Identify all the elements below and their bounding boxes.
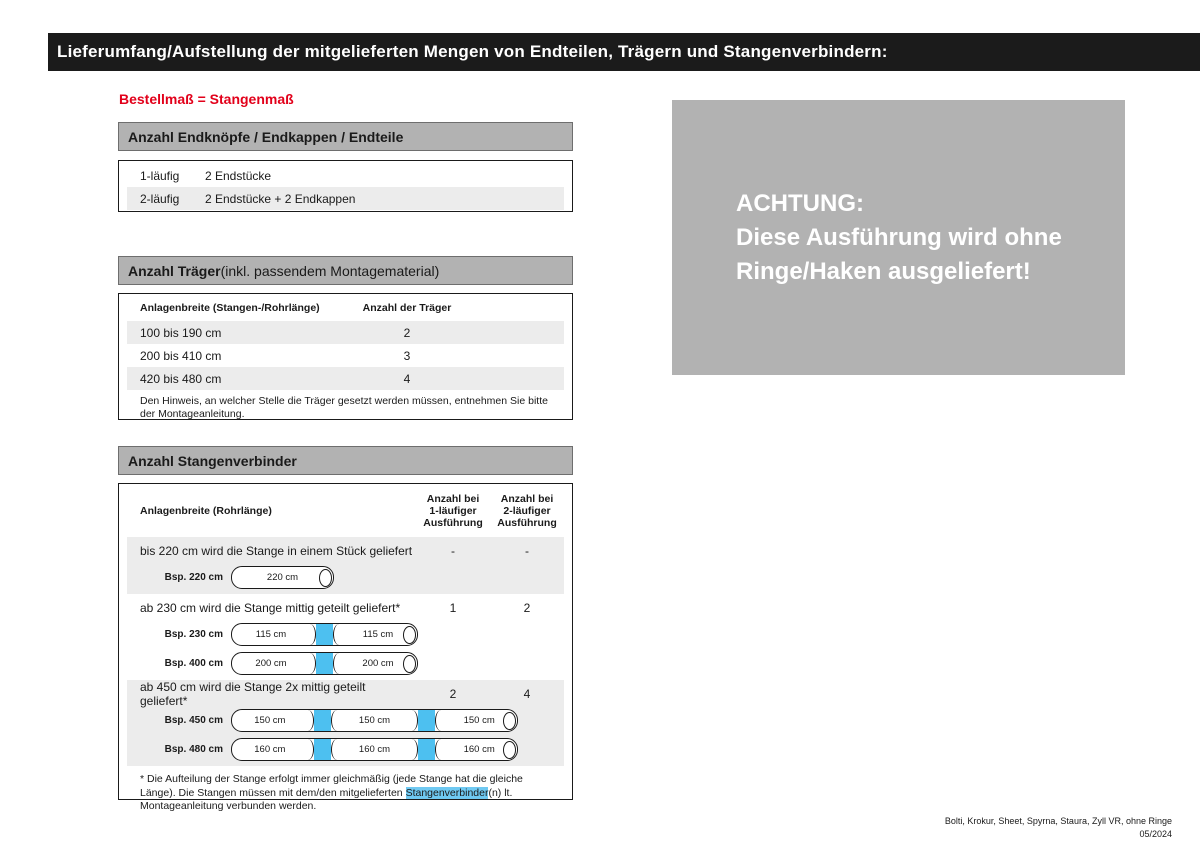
connector-block [418,739,435,760]
connector-block [418,710,435,731]
footer-date: 05/2024 [1139,829,1172,839]
group-heading-row [127,596,564,620]
rod-connector [310,624,339,645]
rod-example [127,649,564,678]
row-label: 1-läufig [140,168,180,183]
row-count: 4 [403,371,411,386]
column-header-2-laeufig: Anzahl bei 2-läufiger Ausführung [497,492,557,529]
row-range: 200 bis 410 cm [140,348,222,363]
example-label: Bsp. 480 cm [164,744,223,755]
footer-product-list: Bolti, Krokur, Sheet, Spyrna, Staura, Zyll VR, ohne Ringe [944,816,1172,826]
attention-line-1: ACHTUNG: [736,189,864,217]
rod-endcap-ellipse [403,655,416,673]
section-title: Anzahl Träger [128,262,221,279]
segment-length: 115 cm [362,628,394,640]
column-header-1-laeufig: Anzahl bei 1-läufiger Ausführung [423,492,483,529]
group-text: ab 230 cm wird die Stange mittig geteilt geliefert* [140,601,401,615]
attention-line-3: Ringe/Haken ausgeliefert! [736,257,1031,285]
rod-example [127,706,564,735]
example-label: Bsp. 220 cm [164,572,223,583]
row-value: 2 Endstücke + 2 Endkappen [205,191,356,206]
page-footer [945,815,1172,841]
section-header-traeger [118,256,573,285]
segment-length: 160 cm [254,743,286,755]
connector-block [314,739,331,760]
row-range: 100 bis 190 cm [140,325,222,340]
rod-example [127,620,564,649]
rod-group-bis-220 [127,537,564,594]
rod-example [127,735,564,764]
rod-endcap-ellipse [403,626,416,644]
section-title: Anzahl Stangenverbinder [128,452,297,469]
segment-length: 115 cm [255,628,287,640]
row-range: 420 bis 480 cm [140,371,222,386]
section-header-stangenverbinder [118,446,573,475]
segment-length: 220 cm [266,571,299,583]
rod-segment [232,710,308,731]
rod-segment [232,624,310,645]
section-title: Anzahl Endknöpfe / Endkappen / Endteile [128,128,404,145]
count-1-laeufig: - [451,544,455,558]
connector-block [316,624,333,645]
rod-endcap-ellipse [503,712,516,730]
table-row [127,367,564,390]
rod-connector [308,739,337,760]
column-header-anlagenbreite: Anlagenbreite (Stangen-/Rohrlänge) [140,301,320,314]
column-header-anlagenbreite: Anlagenbreite (Rohrlänge) [140,504,272,517]
group-text: bis 220 cm wird die Stange in einem Stück geliefert [140,544,413,558]
count-1-laeufig: 1 [449,601,457,615]
rod-diagram [231,623,418,646]
connector-block [314,710,331,731]
row-label: 2-läufig [140,191,180,206]
count-2-laeufig: 4 [523,687,531,701]
count-1-laeufig: 2 [449,687,457,701]
group-heading-row [127,539,564,563]
attention-text [672,187,1062,289]
group-text: ab 450 cm wird die Stange 2x mittig geteilt geliefert* [140,680,366,708]
row-count: 3 [403,348,411,363]
traeger-table [118,293,573,420]
table-row [127,187,564,210]
table-column-headers [127,484,564,537]
footnote [127,766,564,814]
connector-block [316,653,333,674]
segment-length: 150 cm [254,714,286,726]
rod-endcap-ellipse [503,741,516,759]
rod-connector [310,653,339,674]
segment-length: 200 cm [362,657,394,669]
rod-diagram [231,709,518,732]
rod-group-ab-450 [127,680,564,766]
example-label: Bsp. 400 cm [164,658,223,669]
segment-length: 160 cm [463,743,495,755]
rod-segment [232,567,333,588]
endteile-table [118,160,573,212]
rod-connector [412,710,441,731]
section-title-suffix: (inkl. passendem Montagematerial) [220,262,440,279]
stangenverbinder-table [118,483,573,812]
table-row [127,321,564,344]
page-header-bar [48,33,1200,71]
rod-segment [337,739,413,760]
rod-segment [232,739,308,760]
segment-length: 150 cm [358,714,391,726]
segment-length: 160 cm [358,743,391,755]
row-value: 2 Endstücke [205,168,272,183]
segment-length: 150 cm [463,714,495,726]
count-2-laeufig: - [525,544,529,558]
rod-diagram [231,566,334,589]
rod-group-ab-230 [127,594,564,680]
table-row [127,344,564,367]
example-label: Bsp. 230 cm [164,629,223,640]
footnote-text: (n) lt. Montageanleitung verbunden werden. [140,786,513,812]
column-header-anzahl-traeger: Anzahl der Träger [362,301,452,314]
example-label: Bsp. 450 cm [164,715,223,726]
rod-connector [412,739,441,760]
rod-endcap-ellipse [319,569,332,587]
rod-segment [337,710,413,731]
rod-diagram [231,738,518,761]
attention-line-2: Diese Ausführung wird ohne [736,223,1062,251]
rod-connector [308,710,337,731]
table-row [127,164,564,187]
section-header-endteile [118,122,573,151]
count-2-laeufig: 2 [523,601,531,615]
table-column-headers [127,294,564,321]
segment-length: 200 cm [255,657,287,669]
group-heading-row [127,682,564,706]
rod-example [127,563,564,592]
footnote-text: * Die Aufteilung der Stange erfolgt immer gleichmäßig (jede Stange hat die gleiche Länge). Die Stangen müssen mit dem/den mitgelieferten [140,773,523,799]
rod-diagram [231,652,418,675]
stangenverbinder-highlight: Stangenverbinder [405,786,489,799]
mounting-note: Den Hinweis, an welcher Stelle die Träger gesetzt werden müssen, entnehmen Sie bitte der Montageanleitung. [140,395,548,420]
page-title: Lieferumfang/Aufstellung der mitgelieferten Mengen von Endteilen, Trägern und Stangenverbindern: [57,42,888,61]
rod-segment [232,653,310,674]
order-size-subtitle: Bestellmaß = Stangenmaß [119,91,294,107]
row-count: 2 [403,325,411,340]
attention-box [672,100,1125,375]
